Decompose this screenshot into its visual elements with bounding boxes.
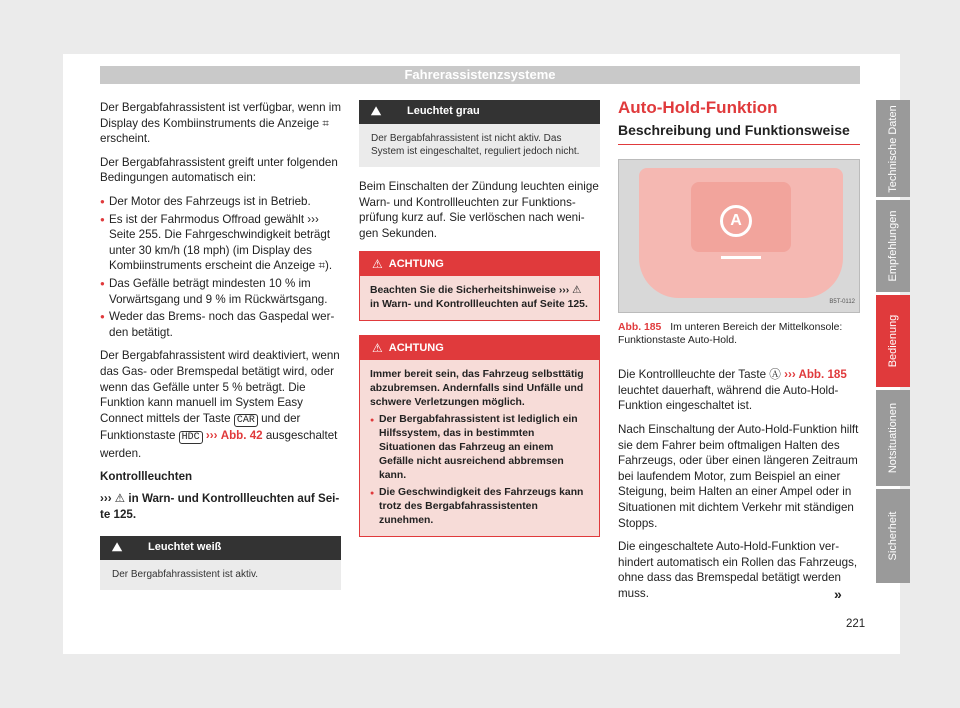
tab-sicherheit[interactable] xyxy=(876,489,910,583)
tab-notsituationen[interactable] xyxy=(876,390,910,486)
column-middle xyxy=(359,100,600,537)
warning-body: Beachten Sie die Sicherheitshinweise ››› ⚠ in Warn- und Kontrollleuchten auf Seite 125. xyxy=(360,276,599,320)
tab-label: Notsituationen xyxy=(887,402,899,474)
chapter-tabs xyxy=(876,100,910,586)
warning-header xyxy=(360,252,599,276)
page-number: 221 xyxy=(846,618,866,630)
light-info-title: Leuchtet weiß xyxy=(148,541,222,554)
light-info-header xyxy=(100,536,341,560)
light-info-body: Der Bergabfahrassistent ist nicht aktiv. Das System ist eingeschaltet, reguliert jedoch nicht. xyxy=(359,124,600,167)
warning-title: ACHTUNG xyxy=(388,341,444,354)
figure-image xyxy=(618,159,860,313)
paragraph-text: Die Kontrollleuchte der Taste xyxy=(618,368,767,382)
tab-label: Sicherheit xyxy=(887,511,899,561)
paragraph-text: Der Bergabfahrassistent wird deaktiviert, wenn das Gas- oder Bremspedal betätigt wird, oder wenn das Gefälle unter 5 % beträgt. Die Funktion kann manuell im System Easy Connect mittels der Taste xyxy=(100,349,340,425)
paragraph xyxy=(100,348,341,461)
indicator-light xyxy=(721,256,761,259)
warning-header xyxy=(360,336,599,360)
figure-label: Abb. 185 xyxy=(618,322,662,334)
paragraph: Der Bergabfahrassistent ist verfügbar, wenn im Display des Kombiinstruments die Anzeige ⌗ erscheint. xyxy=(100,101,342,146)
tab-label: Technische Daten xyxy=(887,104,899,193)
warning-triangle-icon: ⚠ xyxy=(372,256,383,271)
paragraph-text: ausgeschaltet werden. xyxy=(100,429,338,460)
paragraph: Der Bergabfahrassistent greift unter folgenden Bedingungen automatisch ein: xyxy=(100,155,338,185)
light-info-box-white xyxy=(100,536,341,590)
tab-technische-daten[interactable] xyxy=(876,100,910,197)
section-subtitle: Beschreibung und Funktionsweise xyxy=(618,123,860,146)
figure-caption-text: Im unteren Bereich der Mittelkonsole: Funktionstaste Auto-Hold. xyxy=(618,322,843,347)
ref-arrows: ››› xyxy=(205,429,218,443)
list-item: ● Weder das Brems- noch das Gaspedal werden betätigt. xyxy=(100,309,341,340)
kontroll-heading: Kontrollleuchten xyxy=(100,470,193,484)
light-info-body: Der Bergabfahrassistent ist aktiv. xyxy=(100,560,341,590)
warning-box xyxy=(359,335,600,537)
warning-body xyxy=(360,360,599,536)
list-item: ● Der Motor des Fahrzeugs ist in Betrieb. xyxy=(100,194,341,210)
hill-descent-icon: ⛰ xyxy=(371,104,382,119)
warning-title: ACHTUNG xyxy=(388,257,444,270)
warning-list-item: ● Der Bergabfahrassistent ist lediglich ein Hilfssystem, das in bestimmten Situationen das Fahrzeug an einem Gefälle nicht ausreichend abbremsen kann. xyxy=(370,413,589,483)
light-info-header xyxy=(359,100,600,124)
paragraph xyxy=(618,367,860,414)
hill-descent-icon: ⛰ xyxy=(112,540,123,555)
paragraph: Die eingeschaltete Auto-Hold-Funktion verhindert automatisch ein Rollen das Fahrzeugs, ohne dass das Bremspedal betätigt werden muss. xyxy=(618,540,858,600)
figure-link[interactable]: Abb. 42 xyxy=(220,429,263,443)
kontroll-reference-link[interactable]: ››› ⚠ in Warn- und Kontrollleuchten auf Seite 125. xyxy=(100,492,340,521)
tab-label: Empfehlungen xyxy=(887,210,899,282)
light-info-box-grey xyxy=(359,100,600,167)
car-key-icon: CAR xyxy=(234,414,258,427)
list-item: ● Es ist der Fahrmodus Offroad gewählt ››› Seite 255. Die Fahrgeschwindigkeit beträgt unter 30 km/h (18 mph) (im Display des Kombiinstruments erscheint die Anzeige ⌗). xyxy=(100,212,341,274)
warning-triangle-icon: ⚠ xyxy=(372,340,383,355)
column-right xyxy=(618,100,860,610)
paragraph: Beim Einschalten der Zündung leuchten einige Warn- und Kontrollleuchten zur Funktionsprüfung kurz auf. Sie verlöschen nach wenigen Sekunden. xyxy=(359,180,599,240)
warning-paragraph: Immer bereit sein, das Fahrzeug selbsttätig abzubremsen. Andernfalls sind Unfälle und schwere Verletzungen möglich. xyxy=(370,369,584,409)
paragraph-text: leuchtet dauerhaft, während die Auto-Hold-Funktion eingeschaltet ist. xyxy=(618,383,839,413)
warning-list-item: ● Die Geschwindigkeit des Fahrzeugs kann trotz des Bergabfahrassistenten zunehmen. xyxy=(370,486,589,528)
tab-bedienung[interactable] xyxy=(876,295,910,387)
continued-marker: » xyxy=(834,586,842,602)
tab-label: Bedienung xyxy=(887,314,899,368)
condition-list xyxy=(100,194,341,340)
figure-link[interactable]: ››› Abb. 185 xyxy=(784,368,847,382)
tab-empfehlungen[interactable] xyxy=(876,200,910,292)
figure-caption xyxy=(618,321,860,347)
page-header: Fahrerassistenzsysteme xyxy=(100,66,860,84)
warning-box xyxy=(359,251,600,321)
paragraph: Nach Einschaltung der Auto-Hold-Funktion hilft sie dem Fahrer beim oftmaligen Halten des Fahrzeugs, oder über einen längeren Zeitraum bei laufendem Motor, zum Beispiel an einer Steigung, beim Halten an einer Ampel oder in Situationen mit dichtem Verkehr mit ständigen Stopps. xyxy=(618,422,859,530)
auto-hold-key-icon: Ⓐ xyxy=(769,368,781,382)
list-item: ● Das Gefälle beträgt mindesten 10 % im Vorwärtsgang und 9 % im Rückwärtsgang. xyxy=(100,276,341,307)
paragraph-text: und der Funktionstaste xyxy=(100,411,301,443)
section-title: Auto-Hold-Funktion xyxy=(618,98,778,117)
auto-hold-icon: A xyxy=(720,205,752,237)
column-left xyxy=(100,100,341,590)
figure-code: B5T-0112 xyxy=(829,298,855,305)
hdc-key-icon: HDC xyxy=(179,431,203,444)
light-info-title: Leuchtet grau xyxy=(407,105,480,118)
